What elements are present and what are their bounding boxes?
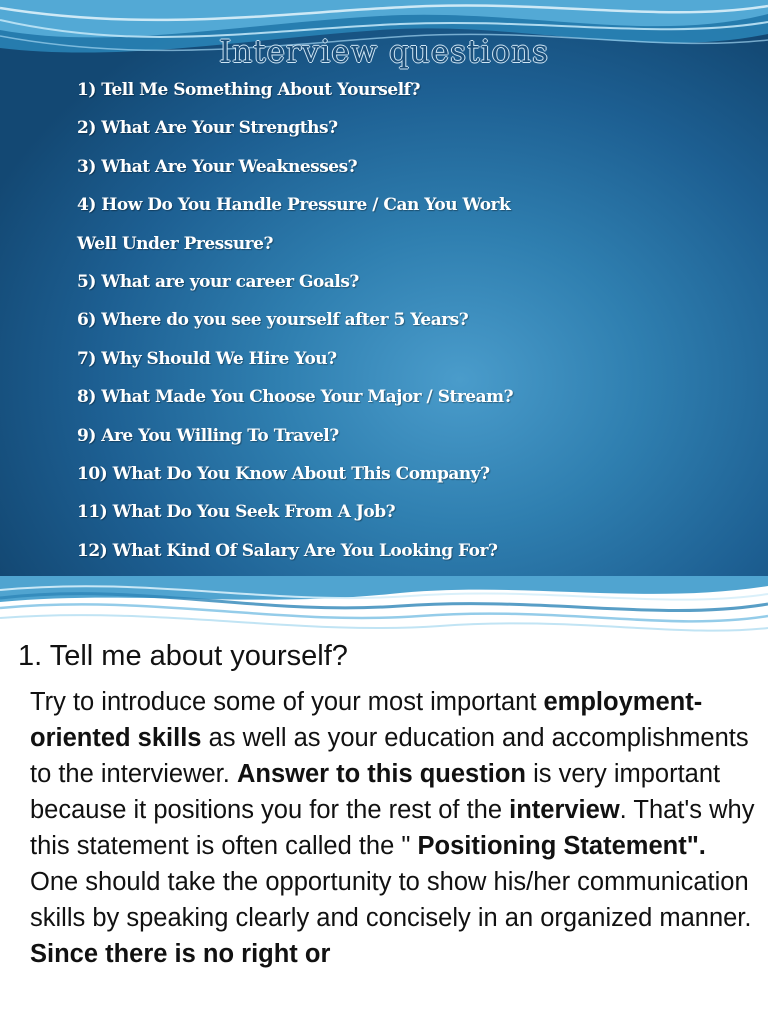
emphasis-text: interview xyxy=(509,796,620,824)
list-item: 12) What Kind Of Salary Are You Looking For? xyxy=(77,540,498,561)
slide-heading: 1. Tell me about yourself? xyxy=(18,640,348,672)
list-item: 7) Why Should We Hire You? xyxy=(77,348,337,369)
list-item: 1) Tell Me Something About Yourself? xyxy=(77,80,420,100)
list-item: 9) Are You Willing To Travel? xyxy=(77,425,339,446)
body-text: One should take the opportunity to show his/her communication skills by speaking clearly and concisely in an organized manner. xyxy=(30,868,752,932)
list-item: 10) What Do You Know About This Company? xyxy=(77,463,490,484)
paragraph xyxy=(30,684,760,864)
list-item: 2) What Are Your Strengths? xyxy=(77,118,338,139)
list-item: 4) How Do You Handle Pressure / Can You Work xyxy=(77,195,511,216)
list-item: Well Under Pressure? xyxy=(77,233,273,254)
list-item: 11) What Do You Seek From A Job? xyxy=(77,502,396,523)
body-text: is very important because it positions you for the rest of the xyxy=(30,760,721,824)
emphasis-text: employment-oriented skills xyxy=(30,688,703,752)
slide-tell-me-about-yourself xyxy=(0,576,768,1024)
slide-body xyxy=(30,684,760,972)
body-text: . That's why this statement is often called the " xyxy=(30,796,755,860)
list-item: 3) What Are Your Weaknesses? xyxy=(77,156,358,177)
emphasis-text: Answer to this question xyxy=(236,760,526,788)
body-text: Try to introduce some of your most important xyxy=(30,688,544,716)
emphasis-text: Positioning Statement". xyxy=(417,832,706,860)
list-item: 6) Where do you see yourself after 5 Years? xyxy=(77,310,469,331)
emphasis-text: Since there is no right or xyxy=(30,940,331,968)
body-text: as well as your education and accomplishments to the interviewer. xyxy=(30,724,749,788)
list-item: 5) What are your career Goals? xyxy=(77,271,359,292)
list-item: 8) What Made You Choose Your Major / Stream? xyxy=(77,387,514,408)
wave-decoration xyxy=(0,576,768,646)
slide-title: Interview questions xyxy=(219,34,549,70)
paragraph xyxy=(30,864,760,972)
question-list xyxy=(77,79,737,576)
